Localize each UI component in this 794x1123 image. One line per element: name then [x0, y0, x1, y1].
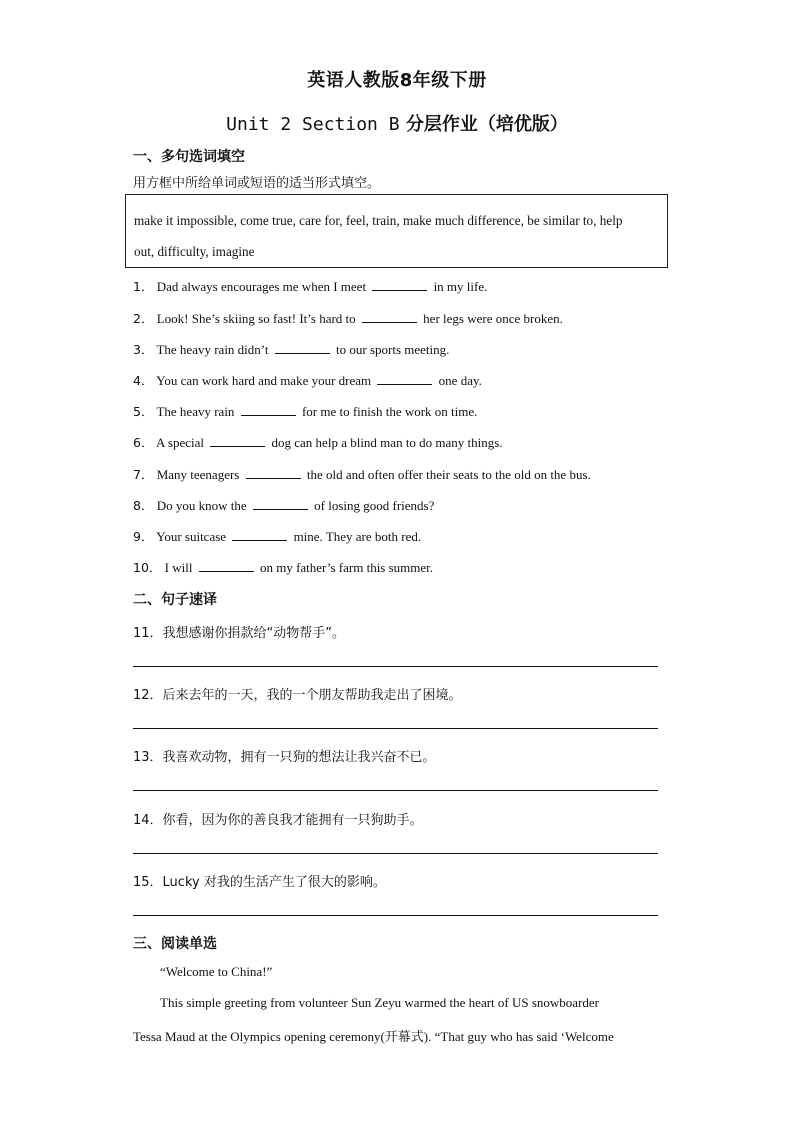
question-text: Your suitcase: [156, 529, 227, 544]
question-number: 2．: [133, 311, 154, 326]
question-text: dog can help a blind man to do many things.: [271, 435, 503, 450]
question-text: Dad always encourages me when I meet: [156, 279, 367, 294]
answer-blank[interactable]: [362, 312, 417, 323]
question-text: Do you know the: [156, 498, 247, 513]
unit-label: Unit 2 Section B: [226, 114, 400, 135]
question-text: The heavy rain: [156, 404, 235, 419]
document-subtitle: [0, 110, 794, 136]
section2-heading: 二、句子速译: [133, 592, 217, 608]
question-number: 5．: [133, 404, 154, 419]
question-8: [133, 496, 434, 514]
question-text: of losing good friends?: [314, 498, 435, 513]
question-number: 8．: [133, 498, 154, 513]
question-10: [133, 558, 433, 576]
question-text: 我想感谢你捐款给“动物帮手”。: [162, 626, 346, 641]
question-number: 3．: [133, 342, 154, 357]
question-text: I will: [164, 560, 193, 575]
translation-question-13: [133, 746, 436, 765]
passage-paragraph: This simple greeting from volunteer Sun Zeyu warmed the heart of US snowboarder: [160, 995, 599, 1010]
question-number: 4．: [133, 373, 154, 388]
answer-blank[interactable]: [377, 374, 432, 385]
question-text: Lucky 对我的生活产生了很大的影响。: [162, 875, 386, 890]
question-number: 11．: [133, 626, 163, 641]
section1-instruction: 用方框中所给单词或短语的适当形式填空。: [133, 176, 381, 191]
word-bank-line: make it impossible, come true, care for, feel, train, make much difference, be similar to, help: [134, 213, 623, 228]
answer-blank[interactable]: [210, 436, 265, 447]
question-text: You can work hard and make your dream: [156, 373, 372, 388]
question-text: to our sports meeting.: [336, 342, 450, 357]
question-2: [133, 309, 563, 327]
question-text: 你看，因为你的善良我才能拥有一只狗助手。: [162, 813, 423, 828]
answer-blank[interactable]: [246, 468, 301, 479]
question-5: [133, 402, 477, 420]
section1-heading: 一、多句选词填空: [133, 149, 245, 165]
answer-line[interactable]: [133, 853, 658, 854]
answer-blank[interactable]: [232, 530, 287, 541]
answer-line[interactable]: [133, 915, 658, 916]
document-title: 英语人教版8年级下册: [307, 70, 487, 91]
translation-question-15: [133, 871, 386, 890]
question-number: 1．: [133, 279, 154, 294]
question-number: 6．: [133, 435, 154, 450]
question-3: [133, 340, 449, 358]
question-text: on my father’s farm this summer.: [259, 560, 434, 575]
translation-question-12: [133, 684, 462, 703]
translation-question-14: [133, 809, 423, 828]
question-9: [133, 527, 421, 545]
question-text: 我喜欢动物，拥有一只狗的想法让我兴奋不已。: [162, 750, 436, 765]
assignment-label: 分层作业（培优版）: [399, 114, 568, 135]
passage-paragraph: Tessa Maud at the Olympics opening ceremony(开幕式). “That guy who has said ‘Welcome: [133, 1029, 614, 1044]
question-text: in my life.: [433, 279, 488, 294]
answer-line[interactable]: [133, 728, 658, 729]
question-number: 15．: [133, 875, 163, 890]
word-bank-line: out, difficulty, imagine: [134, 244, 255, 259]
question-number: 9．: [133, 529, 154, 544]
question-number: 10．: [133, 560, 162, 575]
question-text: The heavy rain didn’t: [156, 342, 269, 357]
question-6: [133, 433, 503, 451]
answer-blank[interactable]: [199, 561, 254, 572]
translation-question-11: [133, 622, 345, 641]
word-bank-box: [125, 194, 668, 268]
answer-blank[interactable]: [241, 405, 296, 416]
answer-blank[interactable]: [275, 343, 330, 354]
question-text: Look! She’s skiing so fast! It’s hard to: [156, 311, 356, 326]
question-1: [133, 277, 487, 295]
question-text: the old and often offer their seats to the old on the bus.: [306, 467, 591, 482]
question-number: 13．: [133, 750, 163, 765]
question-text: her legs were once broken.: [423, 311, 563, 326]
passage-paragraph: “Welcome to China!”: [160, 964, 273, 979]
question-text: Many teenagers: [156, 467, 240, 482]
question-number: 14．: [133, 813, 163, 828]
question-text: 后来去年的一天，我的一个朋友帮助我走出了困境。: [162, 688, 462, 703]
question-text: for me to finish the work on time.: [301, 404, 478, 419]
question-text: mine. They are both red.: [293, 529, 422, 544]
question-text: A special: [156, 435, 205, 450]
question-4: [133, 371, 482, 389]
answer-blank[interactable]: [372, 280, 427, 291]
answer-line[interactable]: [133, 790, 658, 791]
answer-blank[interactable]: [253, 499, 308, 510]
question-text: one day.: [438, 373, 482, 388]
question-number: 7．: [133, 467, 154, 482]
section3-heading: 三、阅读单选: [133, 936, 217, 952]
question-7: [133, 465, 591, 483]
question-number: 12．: [133, 688, 163, 703]
answer-line[interactable]: [133, 666, 658, 667]
